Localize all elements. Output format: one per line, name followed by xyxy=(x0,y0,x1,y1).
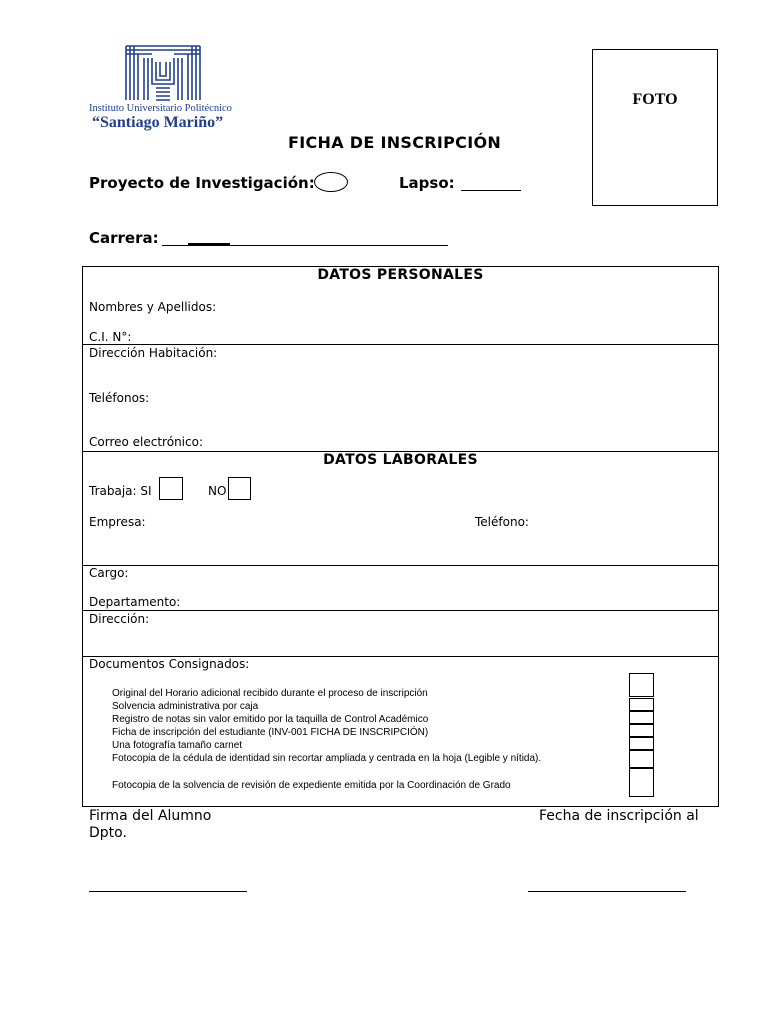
documento-checkbox[interactable] xyxy=(629,673,654,697)
documento-item: Solvencia administrativa por caja xyxy=(112,701,259,712)
page-title: FICHA DE INSCRIPCIÓN xyxy=(288,133,502,152)
documentos-title: Documentos Consignados: xyxy=(89,657,250,671)
project-oval-checkbox[interactable] xyxy=(314,172,348,192)
documento-checkbox[interactable] xyxy=(629,698,654,711)
section-title-laboral: DATOS LABORALES xyxy=(323,452,478,468)
documento-checkbox[interactable] xyxy=(629,768,654,797)
firma-alumno-label: Firma del Alumno xyxy=(89,808,212,824)
documento-item: Fotocopia de la solvencia de revisión de expediente emitida por la Coordinación de Grado xyxy=(112,780,511,791)
section-title-personal: DATOS PERSONALES xyxy=(317,267,484,283)
documento-item: Original del Horario adicional recibido durante el proceso de inscripción xyxy=(112,688,428,699)
firma-alumno-line[interactable] xyxy=(89,891,247,892)
institution-name: Instituto Universitario Politécnico xyxy=(89,103,232,114)
carrera-label: Carrera: xyxy=(89,229,159,247)
trabaja-no-checkbox[interactable] xyxy=(228,477,251,500)
documento-checkbox[interactable] xyxy=(629,711,654,724)
photo-label: FOTO xyxy=(632,91,678,108)
documento-checkbox[interactable] xyxy=(629,724,654,737)
carrera-field-underline-bold xyxy=(188,243,230,245)
departamento-label: Departamento: xyxy=(89,595,181,609)
nombres-label: Nombres y Apellidos: xyxy=(89,300,217,314)
cargo-label: Cargo: xyxy=(89,566,129,580)
fecha-inscripcion-line[interactable] xyxy=(528,891,686,892)
correo-label: Correo electrónico: xyxy=(89,435,203,449)
divider xyxy=(82,610,719,611)
lapso-field-line[interactable] xyxy=(461,190,521,191)
documento-checkbox[interactable] xyxy=(629,750,654,768)
divider xyxy=(82,565,719,566)
documento-item: Una fotografía tamaño carnet xyxy=(112,740,243,751)
carrera-field-line[interactable] xyxy=(162,245,448,246)
ci-label: C.I. N°: xyxy=(89,330,132,344)
lapso-label: Lapso: xyxy=(399,174,455,192)
project-label: Proyecto de Investigación: xyxy=(89,174,315,192)
documento-item: Fotocopia de la cédula de identidad sin recortar ampliada y centrada en la hoja (Legible y nítida). xyxy=(112,753,542,764)
trabaja-no-label: NO xyxy=(208,484,227,498)
documento-item: Registro de notas sin valor emitido por la taquilla de Control Académico xyxy=(112,714,429,725)
fecha-inscripcion-label: Fecha de inscripción al xyxy=(539,808,699,824)
photo-box xyxy=(592,49,718,206)
divider xyxy=(82,344,719,345)
institution-subtitle: “Santiago Mariño” xyxy=(92,114,224,131)
trabaja-si-label: Trabaja: SI xyxy=(89,484,152,498)
direccion-habitacion-label: Dirección Habitación: xyxy=(89,346,218,360)
telefonos-label: Teléfonos: xyxy=(89,391,150,405)
institution-logo xyxy=(124,44,202,102)
direccion-laboral-label: Dirección: xyxy=(89,612,150,626)
trabaja-si-checkbox[interactable] xyxy=(159,477,183,500)
telefono-empresa-label: Teléfono: xyxy=(475,515,529,529)
empresa-label: Empresa: xyxy=(89,515,146,529)
documento-checkbox[interactable] xyxy=(629,737,654,750)
documento-item: Ficha de inscripción del estudiante (INV-001 FICHA DE INSCRIPCIÓN) xyxy=(112,727,429,738)
firma-dpto-label: Dpto. xyxy=(89,825,127,841)
